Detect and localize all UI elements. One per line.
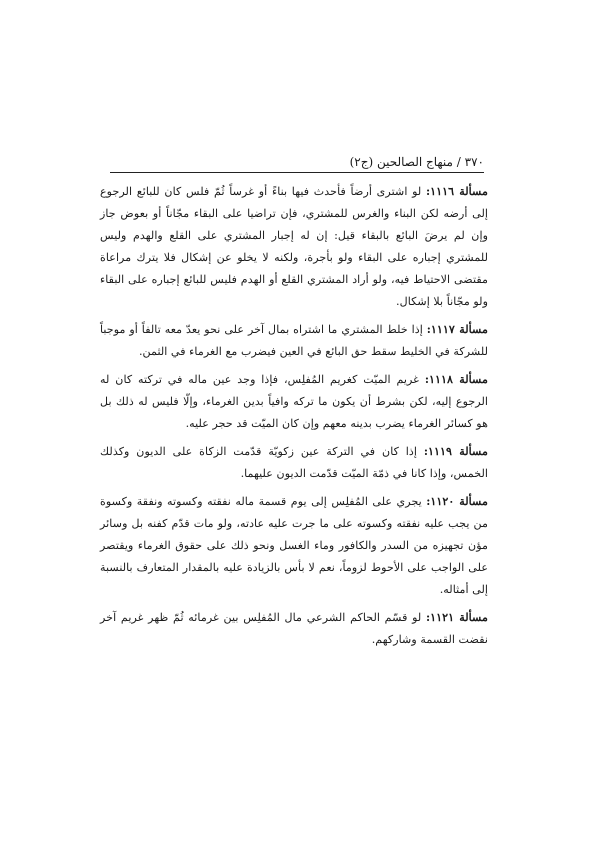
issue-paragraph: [100, 606, 488, 651]
issue-text: إذا خلط المشتري ما اشتراه بمال آخر على نحو يعدّ معه تالفاً أو موجباً للشركة في الخليط سقط حق البائع في العين فيضرب مع الغرماء في الثمن.: [100, 323, 488, 358]
running-header: ٣٧٠ / منهاج الصالحين (ج٢): [349, 155, 484, 169]
issue-label: مسألة ١١١٧:: [426, 322, 488, 336]
issue-label: مسألة ١١٢٠:: [426, 494, 488, 508]
page-body: [100, 180, 488, 656]
issue-text: إذا كان في التركة عين زكويّة قدّمت الزكاة على الديون وكذلك الخمس، وإذا كانا في ذمّة الميّت قدّمت الديون عليهما.: [100, 445, 488, 480]
issue-label: مسألة ١١١٨:: [424, 372, 488, 386]
issue-paragraph: [100, 490, 488, 601]
issue-text: لو قسّم الحاكم الشرعي مال المُفلِس بين غرمائه ثُمّ ظهر غريم آخر نقضت القسمة وشاركهم.: [100, 611, 488, 646]
header-rule: [110, 172, 484, 173]
issue-text: يجري على المُفلِس إلى يوم قسمة ماله نفقته وكسوته ونفقة وكسوة من يجب عليه نفقته وكسوته على ما جرت عليه عادته، ولو مات قدّم كفنه بل وسائر مؤن تجهيزه من السدر والكافور وماء الغسل ونحو ذلك على حقوق الغرماء ويقتصر على الواجب على الأحوط لزوماً، نعم لا بأس بالزيادة عليه بالمقدار المتعارف بالنسبة إلى أمثاله.: [100, 495, 488, 596]
issue-paragraph: [100, 180, 488, 313]
issue-label: مسألة ١١١٦:: [426, 184, 488, 198]
issue-label: مسألة ١١١٩:: [423, 444, 488, 458]
issue-paragraph: [100, 318, 488, 363]
issue-paragraph: [100, 368, 488, 435]
issue-label: مسألة ١١٢١:: [426, 610, 488, 624]
issue-paragraph: [100, 440, 488, 485]
issue-text: لو اشترى أرضاً فأحدث فيها بناءً أو غرساً ثُمّ فلس كان للبائع الرجوع إلى أرضه لكن البناء والغرس للمشتري، فإن تراضيا على البقاء مجّاناً أو بعوض جاز وإن لم يرضَ البائع بالبقاء قيل: إن له إجبار المشتري على القلع والهدم وليس للمشتري إجباره على البقاء ولو بأجرة، ولكنه لا يخلو عن إشكال فلا يترك مراعاة مقتضى الاحتياط فيه، ولو أراد المشتري القلع أو الهدم فليس للبائع إجباره على البقاء ولو مجّاناً بلا إشكال.: [100, 185, 488, 308]
issue-text: غريم الميّت كغريم المُفلِس، فإذا وجد عين ماله في تركته كان له الرجوع إليه، لكن بشرط أن يكون ما تركه وافياً بدين الغرماء، وإلّا فليس له ذلك بل هو كسائر الغرماء يضرب بدينه معهم وإن كان الميّت قد حجر عليه.: [100, 373, 488, 430]
